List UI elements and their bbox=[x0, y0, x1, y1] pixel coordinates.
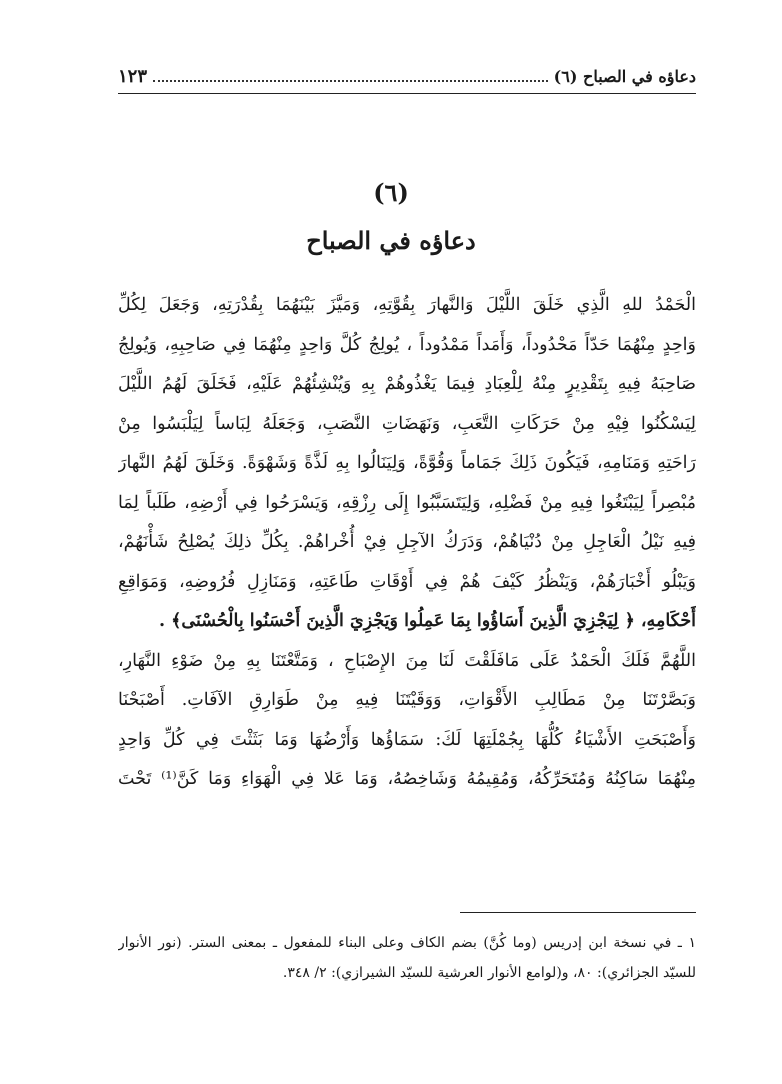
text-line: وَاحِدٍ مِنْهُمَا حَدّاً مَحْدُوداً، وَأَمَداً مَمْدُوداً ، يُولِجُ كُلَّ وَاحِدٍ مِنْهُمَا فِي صَاحِبِهِ، وَيُولِجُ bbox=[118, 334, 696, 355]
text-line: اللَّهُمَّ فَلَكَ الْحَمْدُ عَلَى مَافَلَقْتَ لَنَا مِنَ الإِصْبَاحِ ، وَمَتَّعْتَنَا بِهِ مِنْ ضَوْءِ النَّهَارِ، bbox=[118, 650, 696, 671]
page-number: ١٢٣ bbox=[118, 65, 148, 87]
text-line: وَيَبْلُو أَخْبَارَهُمْ، وَيَنْظُرُ كَيْفَ هُمْ فِي أَوْقَاتِ طَاعَتِهِ، وَمَنَازِلِ فُرُوضِهِ، وَمَوَاقِعِ bbox=[118, 571, 696, 592]
text-line: وَبَصَّرْتَنَا مِنْ مَطَالِبِ الأَقْوَاتِ، وَوَقَيْتَنَا فِيهِ مِنْ طَوَارِقِ الآفَاتِ. أَصْبَحْنَا bbox=[118, 690, 696, 710]
text-line: رَاحَتِهِ وَمَنَامِهِ، فَيَكُونَ ذَلِكَ جَمَاماً وَقُوَّةً، وَلِيَنَالُوا بِهِ لَذَّةً وَشَهْوَةً. وَخَلَقَ لَهُمُ النَّهارَ bbox=[118, 453, 696, 473]
header-leader-dots bbox=[153, 70, 548, 82]
chapter-title: دعاؤه في الصباح bbox=[306, 226, 476, 255]
supplication-text bbox=[118, 286, 696, 800]
text-line: مِنْهُمَا سَاكِنُهُ وَمُتَحَرِّكُهُ، وَمُقِيمُهُ وَشَاخِصُهُ، وَمَا عَلا فِي الْهَوَاءِ وَمَا كَنَّ⁽¹⁾ تَحْتَ bbox=[118, 769, 696, 789]
footnote-rule bbox=[460, 912, 696, 913]
header-rule bbox=[118, 93, 696, 94]
text-line: الْحَمْدُ للهِ الَّذِي خَلَقَ اللَّيْلَ وَالنَّهارَ بِقُوَّتِهِ، وَمَيَّزَ بَيْنَهُمَا بِقُدْرَتِهِ، وَجَعَلَ لِكُلِّ bbox=[118, 295, 696, 315]
text-line: وَأَصْبَحَتِ الأَشْيَاءُ كُلُّهَا بِجُمْلَتِهَا لَكَ: سَمَاؤُها وَأَرْضُهَا وَمَا بَثَثْتَ فِي كُلِّ وَاحِدٍ bbox=[118, 729, 696, 750]
chapter-number: (٦) bbox=[373, 178, 409, 207]
footnotes bbox=[118, 928, 696, 988]
header-title: دعاؤه في الصباح (٦) bbox=[553, 66, 696, 86]
quran-verse-line: أَحْكَامِهِ، ﴿ لِيَجْزِيَ الَّذِينَ أَسَاؤُوا بِمَا عَمِلُوا وَيَجْزِيَ الَّذِينَ أَحْسَنُوا بِالْحُسْنَى﴾ . bbox=[158, 611, 696, 631]
text-line: فِيهِ نَيْلُ الْعَاجِلِ مِنْ دُنْيَاهُمْ، وَدَرَكُ الآجِلِ فِيْ أُخْراهُمْ. بِكُلِّ ذلِكَ يُصْلِحُ شَأْنَهُمْ، bbox=[118, 532, 696, 552]
footnote-line: للسيّد الجزائري): ٨٠، و(لوامع الأنوار العرشية للسيّد الشيرازي): ٢/ ٣٤٨. bbox=[282, 965, 696, 981]
text-line: لِيَسْكُنُوا فِيْهِ مِنْ حَرَكَاتِ التَّعَبِ، وَنَهَضَاتِ النَّصَبِ، وَجَعَلَهُ لِبَاساً لِيَلْبَسُوا مِنْ bbox=[118, 413, 696, 434]
text-line: مُبْصِراً لِيَبْتَغُوا فِيهِ مِنْ فَضْلِهِ، وَلِيَتَسَبَّبُوا إِلَى رِزْقِهِ، وَيَسْرَحُوا فِي أَرْضِهِ، طَلَباً لِمَا bbox=[118, 492, 696, 513]
running-header bbox=[118, 64, 696, 88]
text-line: صَاحِبَهُ فِيهِ بِتَقْدِيرٍ مِنْهُ لِلْعِبَادِ فِيمَا يَغْذُوهُمْ بِهِ وَيُنْشِئُهُمْ عَلَيْهِ، فَخَلَقَ لَهُمُ اللَّيْلَ bbox=[118, 374, 696, 394]
footnote-line: ١ ـ في نسخة ابن إدريس (وما كُنَّ) بضم الكاف وعلى البناء للمفعول ـ بمعنى الستر. (نور الأنوار bbox=[118, 935, 696, 951]
